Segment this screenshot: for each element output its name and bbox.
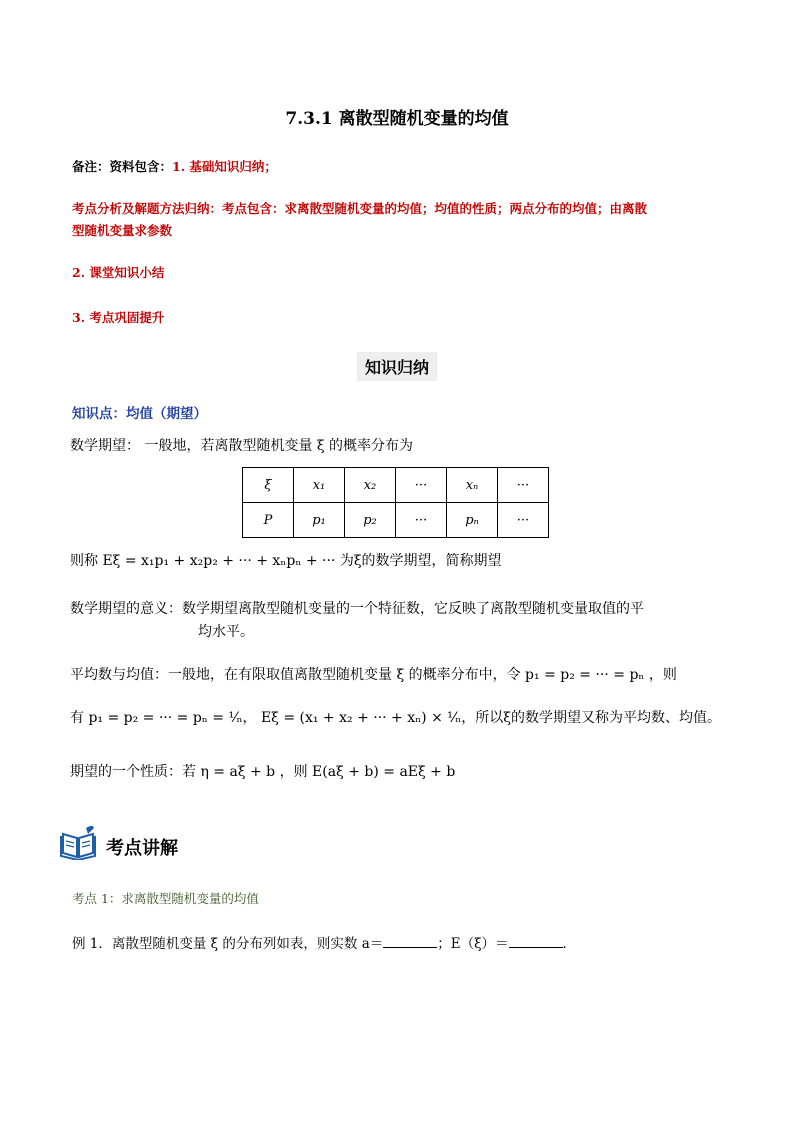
section-title: 知识归纳 <box>357 352 437 381</box>
exposition-title: 考点讲解 <box>106 838 178 859</box>
note-line-2b: 型随机变量求参数 <box>72 223 173 238</box>
table-cell: ··· <box>498 468 549 503</box>
example-1 <box>72 932 576 952</box>
note-line-4: 3. 考点巩固提升 <box>72 310 165 325</box>
example-1-text-a: 例 1．离散型随机变量 ξ 的分布列如表，则实数 a＝ <box>72 936 384 952</box>
answer-blank-expectation[interactable] <box>509 933 563 948</box>
meaning-line-2: 均水平。 <box>198 624 254 640</box>
expectation-property: 期望的一个性质：若 η = aξ + b ，则 E(aξ + b) = aEξ + b <box>70 764 456 780</box>
note-line-3: 2. 课堂知识小结 <box>72 265 165 280</box>
average-line-1: 平均数与均值：一般地，在有限取值离散型随机变量 ξ 的概率分布中，令 p₁ = p₂ = ··· = pₙ ，则 <box>70 667 677 683</box>
table-cell: ξ <box>243 468 294 503</box>
table-cell: p₂ <box>345 503 396 538</box>
topic-1-title: 考点 1：求离散型随机变量的均值 <box>72 891 259 906</box>
table-cell: pₙ <box>447 503 498 538</box>
knowledge-point: 知识点：均值（期望） <box>72 406 207 422</box>
table-cell: ··· <box>396 468 447 503</box>
expectation-definition: 则称 Eξ = x₁p₁ + x₂p₂ + ··· + xₙpₙ + ··· 为ξ的数学期望，简称期望 <box>70 553 502 569</box>
table-cell: xₙ <box>447 468 498 503</box>
meaning-line-1: 数学期望的意义：数学期望离散型随机变量的一个特征数，它反映了离散型随机变量取值的平 <box>70 601 644 617</box>
page-title: 7.3.1 离散型随机变量的均值 <box>285 109 509 129</box>
table-row <box>243 468 549 503</box>
average-line-2: 有 p₁ = p₂ = ··· = pₙ = ¹⁄ₙ， Eξ = (x₁ + x₂ + ··· + xₙ) × ¹⁄ₙ，所以ξ的数学期望又称为平均数、均值。 <box>70 710 721 726</box>
table-cell: x₁ <box>294 468 345 503</box>
open-book-icon <box>60 826 96 860</box>
note-item-1: 1. 基础知识归纳； <box>172 159 277 174</box>
table-cell: p₁ <box>294 503 345 538</box>
table-row <box>243 503 549 538</box>
table-cell: x₂ <box>345 468 396 503</box>
note-label: 备注：资料包含： <box>72 159 173 174</box>
example-1-text-c: ． <box>562 936 577 952</box>
example-1-text-b: ；E（ξ）＝ <box>437 936 509 952</box>
table-cell: P <box>243 503 294 538</box>
distribution-table <box>242 467 549 538</box>
note-line-1 <box>72 156 277 178</box>
answer-blank-a[interactable] <box>383 933 437 948</box>
table-cell: ··· <box>498 503 549 538</box>
table-cell: ··· <box>396 503 447 538</box>
note-line-2a: 考点分析及解题方法归纳：考点包含：求离散型随机变量的均值；均值的性质；两点分布的均值；由离散 <box>72 201 648 216</box>
expectation-intro: 数学期望： 一般地，若离散型随机变量 ξ 的概率分布为 <box>70 438 414 454</box>
